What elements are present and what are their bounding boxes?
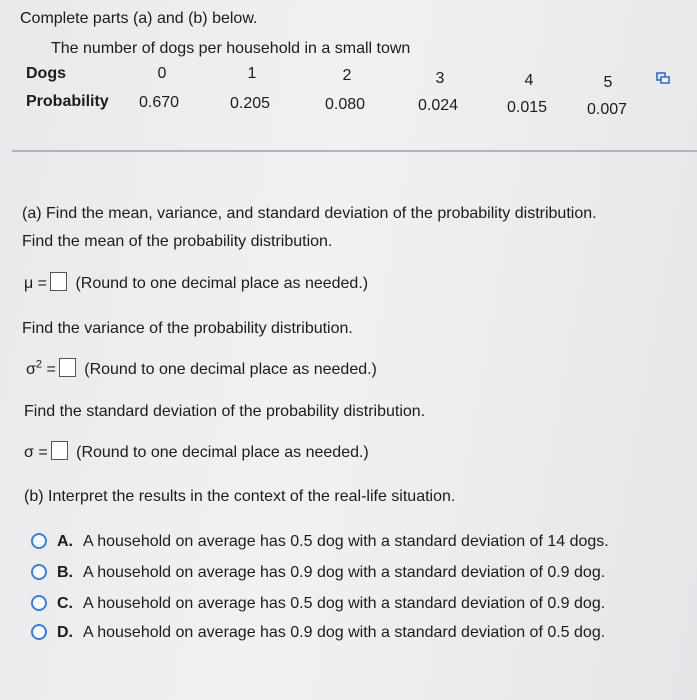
sd-symbol: σ = [24,444,48,461]
sd-row [24,441,369,462]
instructions: Complete parts (a) and (b) below. [20,10,258,27]
dogs-cell: 1 [247,65,257,82]
option-text: A household on average has 0.9 dog with a standard deviation of 0.5 dog. [83,624,606,641]
probability-row-label: Probability [26,93,109,110]
probability-cell: 0.205 [229,95,271,112]
option-letter: B. [57,564,73,581]
variance-exponent: 2 [35,358,42,371]
dogs-cell: 0 [157,65,167,82]
option-text: A household on average has 0.5 dog with a standard deviation of 0.9 dog. [83,595,606,612]
variance-equals: = [42,361,56,378]
dogs-cell: 3 [435,70,445,87]
probability-cell: 0.015 [506,99,548,116]
probability-cell: 0.024 [417,97,459,114]
radio-button[interactable] [31,624,47,640]
option-letter: C. [57,595,73,612]
mean-row [24,272,368,293]
variance-row [26,358,377,379]
mean-prompt: Find the mean of the probability distribution. [22,233,333,250]
radio-button[interactable] [31,564,47,580]
option-d[interactable] [31,624,605,642]
part-b-question: (b) Interpret the results in the context of the real-life situation. [24,488,456,505]
probability-cell: 0.670 [138,94,180,111]
variance-symbol: σ [26,361,36,378]
mean-hint: (Round to one decimal place as needed.) [75,275,369,292]
variance-hint: (Round to one decimal place as needed.) [84,361,377,378]
probability-cell: 0.080 [324,96,366,113]
radio-button[interactable] [31,595,47,611]
radio-button[interactable] [31,533,47,549]
option-c[interactable] [31,595,605,613]
dogs-cell: 2 [342,67,352,84]
mean-answer-input[interactable] [50,272,67,291]
table-caption: The number of dogs per household in a small town [51,40,411,57]
variance-prompt: Find the variance of the probability distribution. [22,320,353,337]
dogs-row-label: Dogs [26,65,66,82]
sd-prompt: Find the standard deviation of the probability distribution. [24,403,426,420]
option-b[interactable] [31,564,605,582]
dogs-cell: 4 [524,72,534,89]
mean-symbol: μ = [24,275,48,292]
option-text: A household on average has 0.9 dog with a standard deviation of 0.9 dog. [83,564,606,581]
option-a[interactable] [31,533,609,551]
sd-hint: (Round to one decimal place as needed.) [76,444,369,461]
option-text: A household on average has 0.5 dog with a standard deviation of 14 dogs. [83,533,609,550]
probability-cell: 0.007 [586,101,628,118]
variance-answer-input[interactable] [59,358,76,377]
sd-answer-input[interactable] [51,441,68,460]
part-a-question: (a) Find the mean, variance, and standard deviation of the probability distribution. [22,205,597,222]
dogs-cell: 5 [603,74,613,91]
section-divider [12,150,697,152]
option-letter: A. [57,533,73,550]
copy-icon[interactable] [656,72,670,84]
option-letter: D. [57,624,73,641]
